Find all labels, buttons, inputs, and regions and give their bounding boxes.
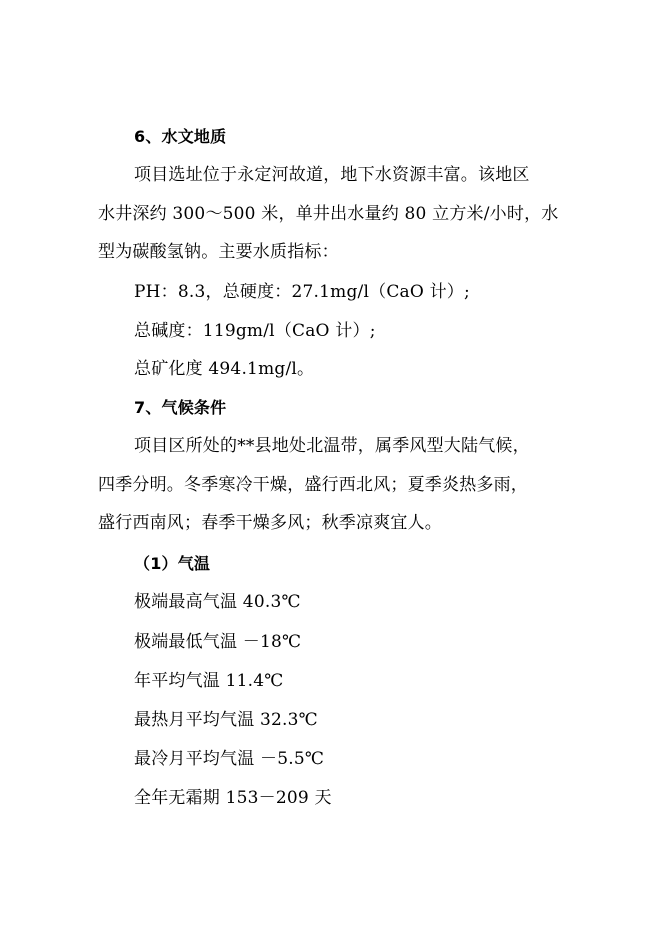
temperature-item: 极端最高气温 40.3℃ [134, 592, 301, 612]
temperature-item: 最冷月平均气温 －5.5℃ [134, 749, 325, 769]
paragraph-line: 项目区所处的**县地处北温带，属季风型大陆气候， [134, 436, 530, 456]
section-heading-hydrogeology: 6、水文地质 [134, 127, 227, 146]
paragraph-line: 型为碳酸氢钠。主要水质指标： [98, 242, 339, 262]
water-indicator-line: 总矿化度 494.1mg/l。 [134, 359, 315, 379]
section-heading-climate: 7、气候条件 [134, 398, 227, 417]
temperature-item: 极端最低气温 －18℃ [134, 632, 302, 652]
temperature-item: 最热月平均气温 32.3℃ [134, 710, 318, 730]
temperature-item: 全年无霜期 153－209 天 [134, 788, 332, 808]
paragraph-line: 盛行西南风；春季干燥多风；秋季凉爽宜人。 [98, 513, 442, 533]
paragraph-line: 项目选址位于永定河故道，地下水资源丰富。该地区 [134, 165, 530, 185]
subheading-temperature: （1）气温 [134, 554, 211, 573]
temperature-item: 年平均气温 11.4℃ [134, 671, 284, 691]
water-indicator-line: PH：8.3，总硬度：27.1mg/l（CaO 计）; [134, 282, 470, 302]
paragraph-line: 水井深约 300～500 米，单井出水量约 80 立方米/小时，水 [98, 204, 559, 224]
water-indicator-line: 总碱度：119gm/l（CaO 计）; [134, 321, 376, 341]
paragraph-line: 四季分明。冬季寒冷干燥，盛行西北风；夏季炎热多雨， [98, 475, 528, 495]
